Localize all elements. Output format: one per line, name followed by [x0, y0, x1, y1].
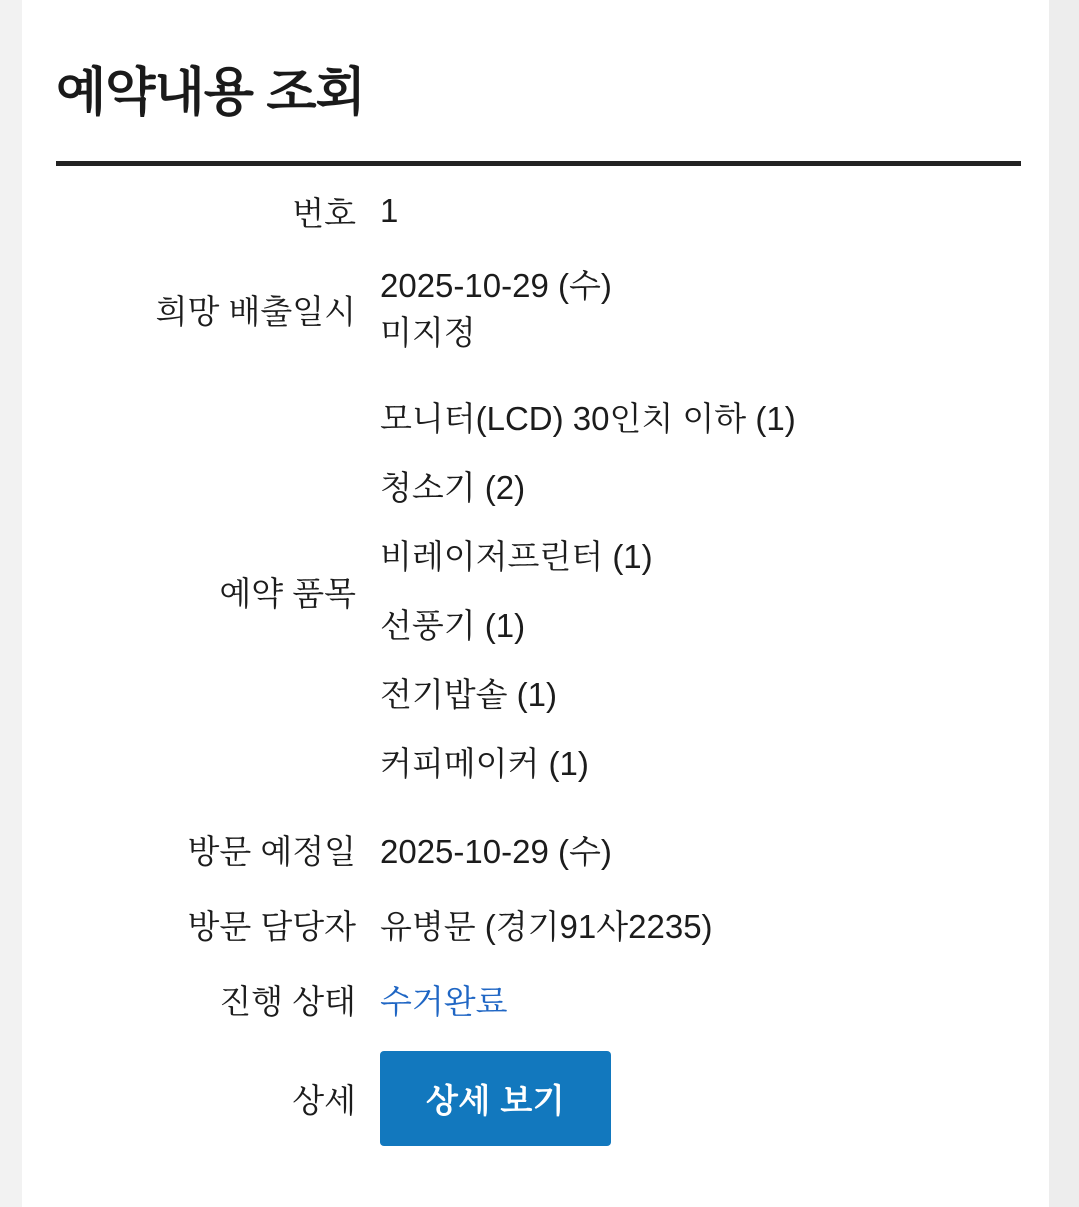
desired-date-line-1: 2025-10-29 (수): [380, 266, 612, 304]
list-item: 모니터(LCD) 30인치 이하 (1): [380, 400, 796, 438]
table-row-number: [56, 174, 1021, 249]
table-row-items: [56, 370, 1021, 812]
value-desired-date: [380, 249, 1021, 371]
page-content: [0, 35, 1079, 1161]
list-item: 선풍기 (1): [380, 607, 526, 645]
value-status: [380, 962, 1021, 1037]
table-row-detail: [56, 1037, 1021, 1160]
list-item: 커피메이커 (1): [380, 745, 589, 783]
list-item: 비레이저프린터 (1): [380, 538, 653, 576]
value-detail: [380, 1037, 1021, 1160]
view-detail-button[interactable]: 상세 보기: [380, 1051, 611, 1146]
list-item: 전기밥솥 (1): [380, 676, 558, 714]
label-status: 진행 상태: [219, 983, 356, 1021]
page-title: 예약내용 조회: [56, 63, 365, 122]
value-number: 1: [380, 192, 399, 230]
value-visit-staff: 유병문 (경기91사2235): [380, 908, 713, 946]
label-desired-date: 희망 배출일시: [155, 293, 356, 331]
label-detail: 상세: [292, 1082, 356, 1120]
title-divider: [56, 161, 1021, 166]
table-row-status: [56, 962, 1021, 1037]
label-visit-date: 방문 예정일: [187, 833, 356, 871]
table-row-visit-staff: [56, 887, 1021, 962]
table-row-desired-date: [56, 249, 1021, 371]
value-visit-date: 2025-10-29 (수): [380, 833, 612, 871]
label-visit-staff: 방문 담당자: [187, 908, 356, 946]
status-badge[interactable]: 수거완료: [380, 983, 508, 1021]
list-item: 청소기 (2): [380, 469, 526, 507]
label-number: 번호: [292, 194, 356, 232]
reservation-detail-table: [56, 174, 1021, 1161]
label-items: 예약 품목: [219, 574, 356, 612]
table-row-visit-date: [56, 812, 1021, 887]
value-items-list: [380, 370, 1021, 812]
desired-date-line-2: 미지정: [380, 313, 476, 351]
